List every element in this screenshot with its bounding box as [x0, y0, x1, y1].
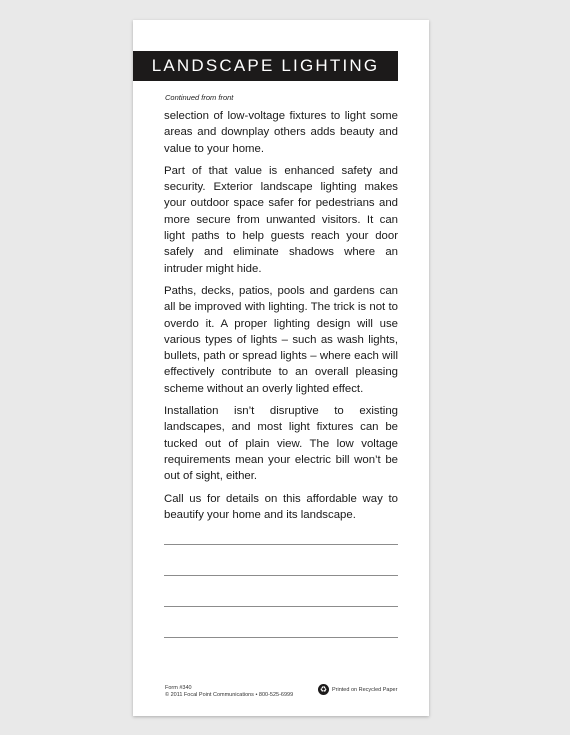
paragraph: Part of that value is enhanced safety and security. Exterior landscape lighting makes your outdoor space safer for pedestrians and more secure from unwanted visitors. It can light paths to help guests reach your door safely and eliminate shadows where an intruder might hide.	[164, 164, 398, 275]
page-title: LANDSCAPE LIGHTING	[151, 56, 380, 75]
paragraph: selection of low-voltage fixtures to light some areas and downplay others adds beauty and value to your home.	[164, 110, 398, 155]
recycled-notice	[318, 684, 397, 695]
write-in-line	[164, 544, 398, 545]
footer-credits	[165, 685, 293, 699]
write-in-line	[164, 637, 398, 638]
body-text	[164, 108, 398, 529]
title-banner	[133, 51, 398, 81]
flyer-card	[133, 20, 429, 716]
copyright: © 2011 Focal Point Communications • 800-525-6999	[165, 692, 294, 698]
write-in-lines	[164, 544, 398, 668]
paragraph: Call us for details on this affordable way to beautify your home and its landscape.	[164, 492, 398, 521]
continued-note: Continued from front	[165, 93, 234, 102]
paragraph: Paths, decks, patios, pools and gardens can all be improved with lighting. The trick is not to overdo it. A proper lighting design will use various types of lights – such as wash lights, bullets, path or spread lights – where each will effectively contribute to an overall pleasing scheme without an overly lighted effect.	[164, 284, 398, 395]
form-number: Form #340	[165, 685, 192, 691]
write-in-line	[164, 575, 398, 576]
write-in-line	[164, 606, 398, 607]
paragraph: Installation isn’t disruptive to existing landscapes, and most light fixtures can be tucked out of plain view. The low voltage requirements mean your electric bill won’t be out of sight, either.	[164, 405, 398, 483]
recycle-icon: ♻	[319, 684, 328, 694]
recycled-label: Printed on Recycled Paper	[332, 686, 398, 693]
